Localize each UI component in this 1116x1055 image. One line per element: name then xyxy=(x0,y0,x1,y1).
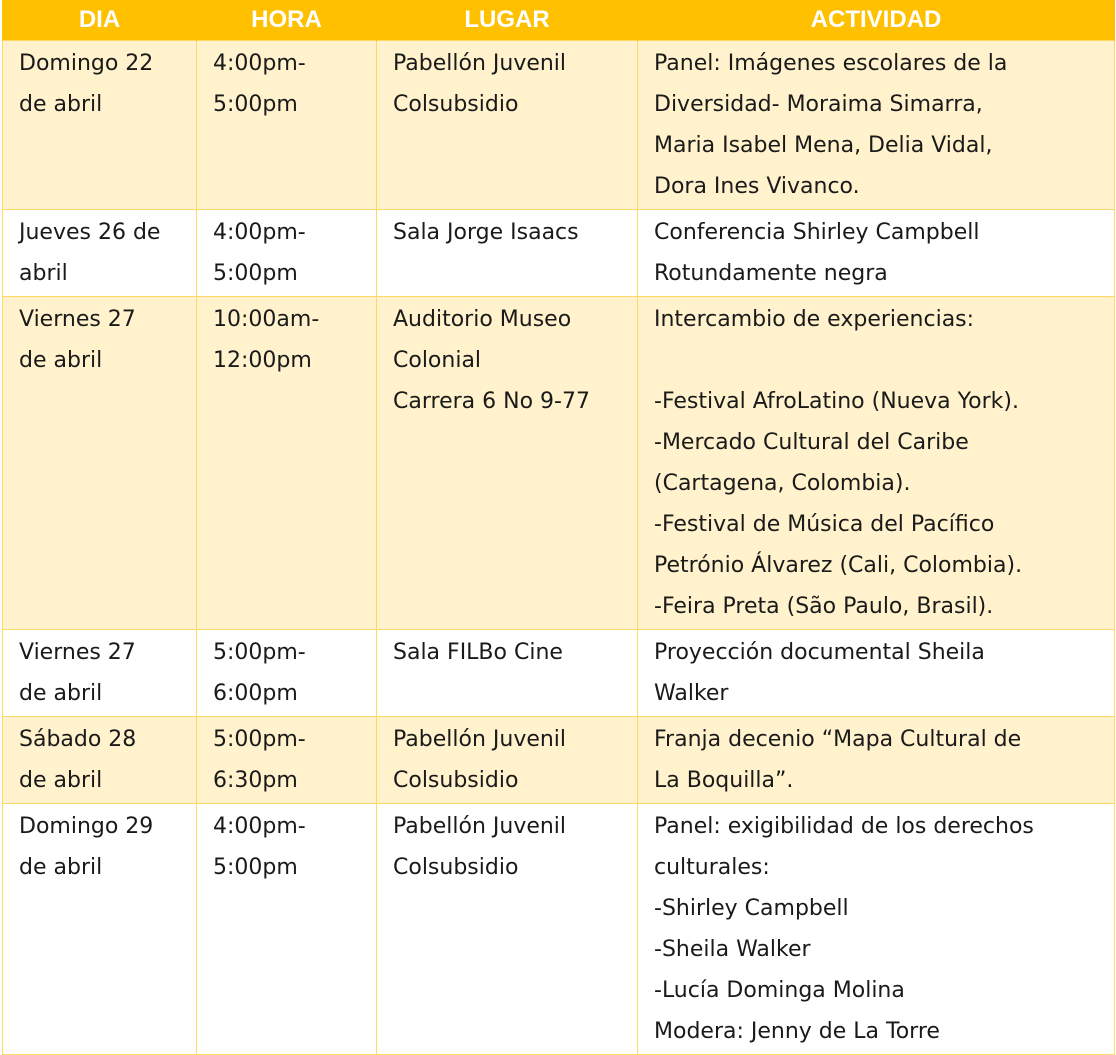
dia-line: de abril xyxy=(19,768,103,793)
dia-line: Domingo 22 xyxy=(19,51,154,76)
actividad-line: -Feira Preta (São Paulo, Brasil). xyxy=(654,594,994,619)
actividad-line: -Mercado Cultural del Caribe xyxy=(654,430,969,455)
cell-dia xyxy=(3,297,197,630)
header-dia: DIA xyxy=(3,0,197,41)
lugar-line: Auditorio Museo xyxy=(393,307,572,332)
table-row xyxy=(3,717,1115,804)
table-header xyxy=(3,0,1115,41)
actividad-line: Walker xyxy=(654,681,729,706)
actividad-line: Franja decenio “Mapa Cultural de xyxy=(654,727,1022,752)
lugar-line: Colonial xyxy=(393,348,482,373)
hora-line: 4:00pm- xyxy=(213,814,306,839)
actividad-line: Proyección documental Sheila xyxy=(654,640,985,665)
hora-line: 5:00pm- xyxy=(213,640,306,665)
cell-hora xyxy=(197,297,377,630)
cell-hora xyxy=(197,41,377,210)
dia-line: Viernes 27 xyxy=(19,640,136,665)
table-row xyxy=(3,630,1115,717)
cell-lugar xyxy=(377,717,638,804)
lugar-line: Pabellón Juvenil xyxy=(393,814,567,839)
cell-actividad xyxy=(638,41,1115,210)
dia-line: Viernes 27 xyxy=(19,307,136,332)
hora-line: 10:00am- xyxy=(213,307,320,332)
table-row xyxy=(3,297,1115,630)
cell-dia xyxy=(3,630,197,717)
hora-line: 6:00pm xyxy=(213,681,298,706)
actividad-line: La Boquilla”. xyxy=(654,768,794,793)
actividad-line: Maria Isabel Mena, Delia Vidal, xyxy=(654,133,993,158)
lugar-line: Colsubsidio xyxy=(393,855,519,880)
header-hora: HORA xyxy=(197,0,377,41)
cell-actividad xyxy=(638,804,1115,1055)
cell-actividad xyxy=(638,297,1115,630)
actividad-line: Petrónio Álvarez (Cali, Colombia). xyxy=(654,553,1023,578)
header-actividad: ACTIVIDAD xyxy=(638,0,1115,41)
actividad-line: -Lucía Dominga Molina xyxy=(654,978,905,1003)
lugar-line: Carrera 6 No 9-77 xyxy=(393,389,590,414)
cell-dia xyxy=(3,210,197,297)
table-row xyxy=(3,41,1115,210)
actividad-line: Rotundamente negra xyxy=(654,261,888,286)
cell-actividad xyxy=(638,210,1115,297)
actividad-line: -Festival de Música del Pacífico xyxy=(654,512,995,537)
dia-line: Jueves 26 de xyxy=(19,220,161,245)
cell-actividad xyxy=(638,630,1115,717)
hora-line: 5:00pm xyxy=(213,92,298,117)
hora-line: 4:00pm- xyxy=(213,220,306,245)
hora-line: 6:30pm xyxy=(213,768,298,793)
header-row xyxy=(3,0,1115,41)
cell-hora xyxy=(197,210,377,297)
table-body xyxy=(3,41,1115,1055)
lugar-line: Colsubsidio xyxy=(393,768,519,793)
actividad-line: Intercambio de experiencias: xyxy=(654,307,975,332)
cell-lugar xyxy=(377,804,638,1055)
cell-actividad xyxy=(638,717,1115,804)
cell-hora xyxy=(197,804,377,1055)
lugar-line: Sala FILBo Cine xyxy=(393,640,563,665)
cell-dia xyxy=(3,717,197,804)
cell-lugar xyxy=(377,210,638,297)
cell-dia xyxy=(3,41,197,210)
dia-line: de abril xyxy=(19,92,103,117)
lugar-line: Pabellón Juvenil xyxy=(393,727,567,752)
header-lugar: LUGAR xyxy=(377,0,638,41)
dia-line: abril xyxy=(19,261,68,286)
table-row xyxy=(3,804,1115,1055)
dia-line: Domingo 29 xyxy=(19,814,154,839)
actividad-line: -Shirley Campbell xyxy=(654,896,849,921)
hora-line: 5:00pm- xyxy=(213,727,306,752)
actividad-line xyxy=(654,340,1100,381)
actividad-line: Panel: exigibilidad de los derechos xyxy=(654,814,1034,839)
actividad-line: Panel: Imágenes escolares de la xyxy=(654,51,1008,76)
actividad-line: Conferencia Shirley Campbell xyxy=(654,220,980,245)
cell-lugar xyxy=(377,297,638,630)
actividad-line: culturales: xyxy=(654,855,770,880)
hora-line: 5:00pm xyxy=(213,261,298,286)
dia-line: de abril xyxy=(19,855,103,880)
lugar-line: Pabellón Juvenil xyxy=(393,51,567,76)
cell-lugar xyxy=(377,41,638,210)
cell-lugar xyxy=(377,630,638,717)
lugar-line: Sala Jorge Isaacs xyxy=(393,220,579,245)
dia-line: de abril xyxy=(19,348,103,373)
actividad-line: -Festival AfroLatino (Nueva York). xyxy=(654,389,1019,414)
hora-line: 5:00pm xyxy=(213,855,298,880)
actividad-line: -Sheila Walker xyxy=(654,937,811,962)
dia-line: Sábado 28 xyxy=(19,727,137,752)
lugar-line: Colsubsidio xyxy=(393,92,519,117)
actividad-line: Dora Ines Vivanco. xyxy=(654,174,860,199)
actividad-line: (Cartagena, Colombia). xyxy=(654,471,911,496)
cell-hora xyxy=(197,630,377,717)
dia-line: de abril xyxy=(19,681,103,706)
cell-hora xyxy=(197,717,377,804)
table-row xyxy=(3,210,1115,297)
actividad-line: Modera: Jenny de La Torre xyxy=(654,1019,940,1044)
cell-dia xyxy=(3,804,197,1055)
schedule-table xyxy=(2,0,1115,1055)
actividad-line: Diversidad- Moraima Simarra, xyxy=(654,92,983,117)
hora-line: 4:00pm- xyxy=(213,51,306,76)
hora-line: 12:00pm xyxy=(213,348,312,373)
